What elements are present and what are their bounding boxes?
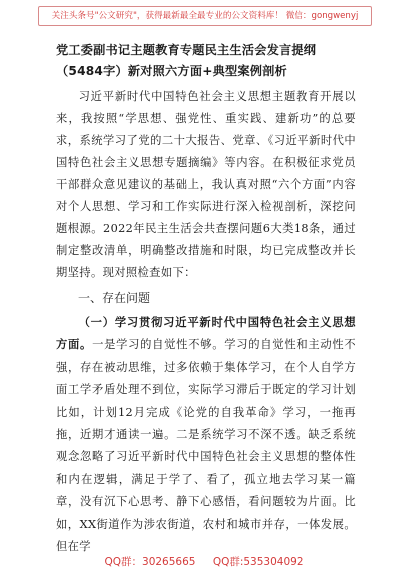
subsection-paragraph [56, 312, 356, 558]
section-heading: 一、存在问题 [78, 291, 151, 305]
footer-qq-group-2: QQ群:535304092 [212, 556, 304, 568]
subsection-heading: （一）学习贯彻习近平新时代中国特色社会主义思想方面。 [56, 316, 356, 352]
footer-qq-group-1: QQ群：30265665 [104, 556, 196, 568]
intro-paragraph: 习近平新时代中国特色社会主义思想主题教育开展以来，我按照“学思想、强党性、重实践、建新功”的总要求，系统学习了党的二十大报告、党章、《习近平新时代中国特色社会主义思想专题摘编》等内容。在积极征求党员干部群众意见建议的基础上，我认真对照“六个方面”内容对个人思想、学习和工作实际进行深入检视剖析，深挖问题根源。2022年民主生活会共查摆问题6大类18条，通过制定整改清单，明确整改措施和时限，均已完成整改并长期坚持。现对照检查如下： [56, 90, 356, 279]
subsection-body: 一是学习的自觉性不够。学习的自觉性和主动性不强，存在被动思维，过多依赖于集体学习，在个人自学方面工学矛盾处理不到位，实际学习滞后于既定的学习计划比如，计划12月完成《论党的自我革命》学习，一拖再拖，近期才通读一遍。二是系统学习不深不透。缺乏系统观念忽略了习近平新时代中国特色社会主义思想的整体性和内在逻辑，满足于学了、看了，孤立地去学习某一篇章，没有沉下心思考、静下心感悟，看问题较为片面。比如，XX街道作为涉农街道，农村和城市并存，一体发展。但在学 [56, 338, 357, 554]
document-page [56, 40, 356, 558]
footer-contacts [0, 554, 408, 569]
promo-banner: 关注头条号"公文研究"，获得最新最全最专业的公文资料库！ 微信：gongwenyj [38, 6, 372, 26]
document-title: 党工委副书记主题教育专题民主生活会发言提纲（5484字）新对照六方面+典型案例剖析 [56, 43, 317, 78]
